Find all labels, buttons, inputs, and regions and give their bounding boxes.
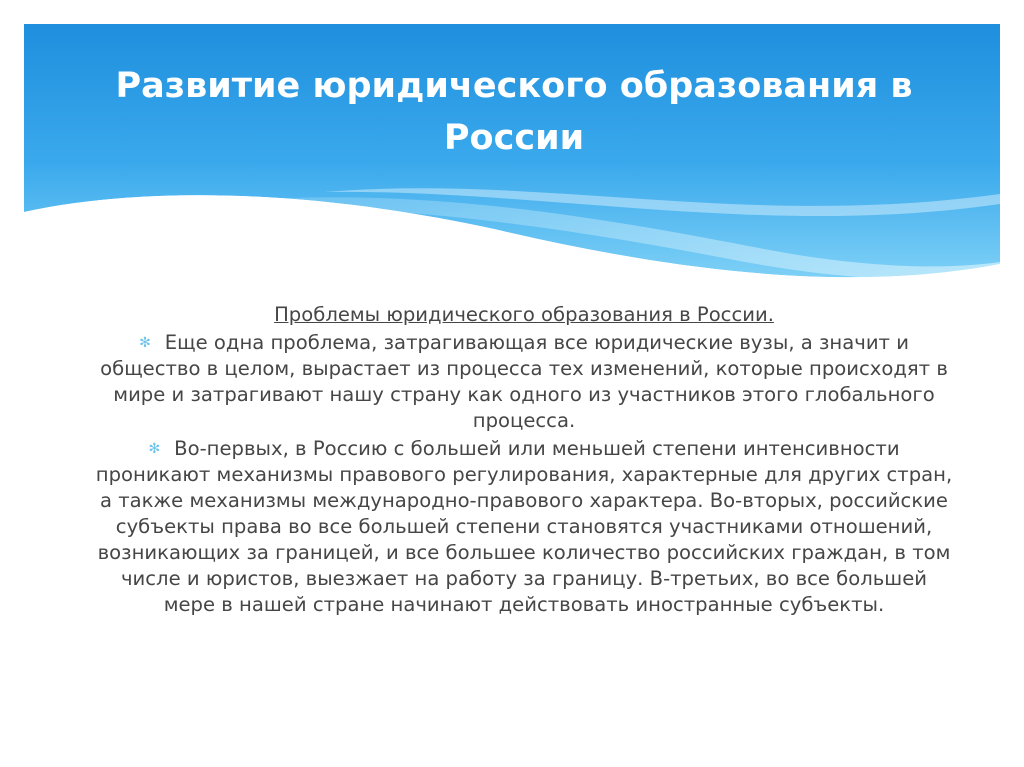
subheading: Проблемы юридического образования в России. bbox=[274, 303, 774, 326]
slide-content bbox=[94, 302, 954, 620]
slide bbox=[24, 24, 1000, 744]
bullet-paragraph-2 bbox=[94, 436, 954, 618]
asterisk-bullet-icon: ✻ bbox=[139, 335, 151, 351]
paragraph-text-1: Еще одна проблема, затрагивающая все юридические вузы, а значит и общество в целом, вырастает из процесса тех изменений, которые происходят в мире и затрагивают нашу страну как одного из участников этого глобального процесса. bbox=[100, 331, 948, 432]
asterisk-bullet-icon: ✻ bbox=[148, 441, 161, 457]
slide-title: Развитие юридического образования в России bbox=[115, 66, 913, 158]
bullet-paragraph-1 bbox=[94, 330, 954, 434]
paragraph-text-2: Во-первых, в Россию с большей или меньшей степени интенсивности проникают механизмы правового регулирования, характерные для других стран, а также механизмы международно-правового характера. Во-вторых, российские субъекты права во все большей степени становятся участниками отношений, возникающих за границей, и все большее количество российских граждан, в том числе и юристов, выезжает на работу за границу. В-третьих, во все большей мере в нашей стране начинают действовать иностранные субъекты. bbox=[95, 437, 953, 616]
